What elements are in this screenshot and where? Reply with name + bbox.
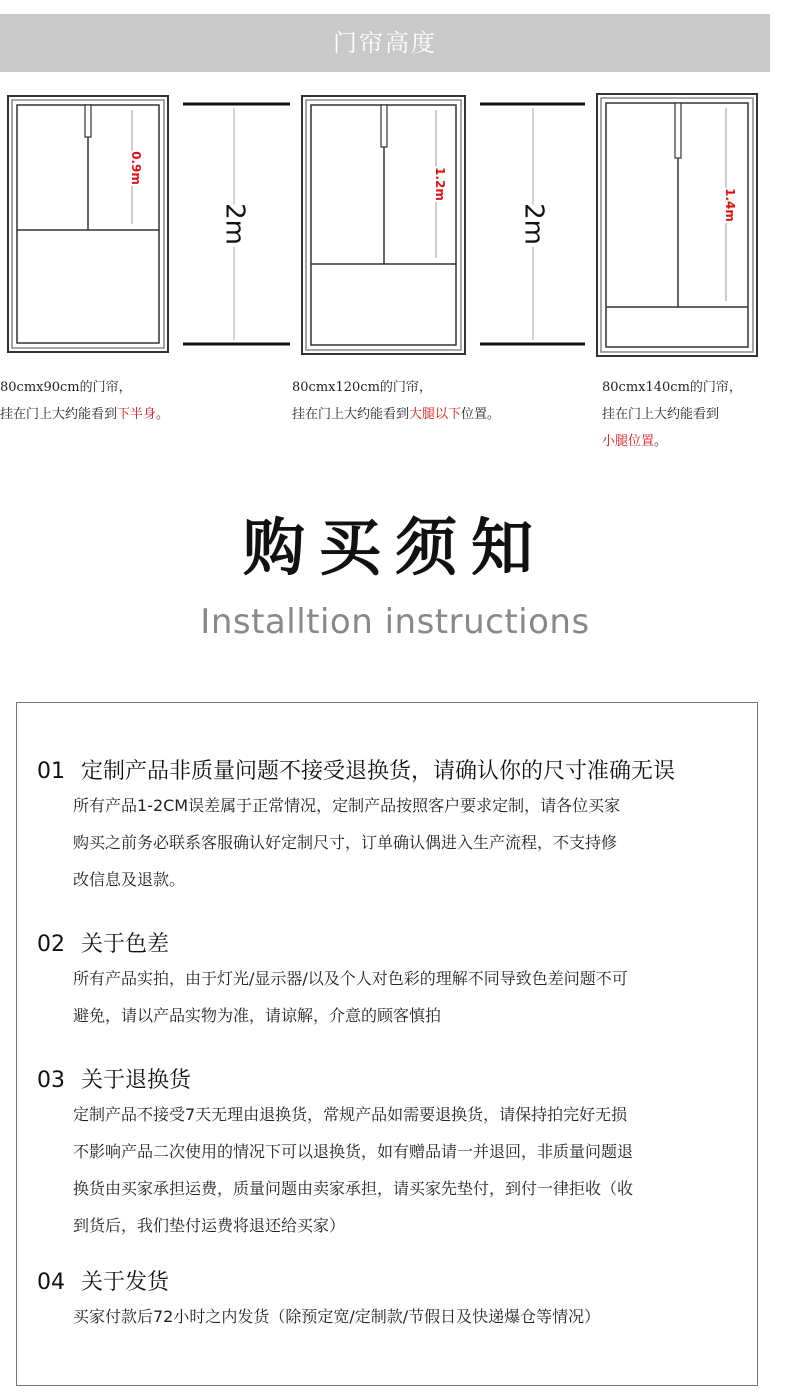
- section-03-heading: 03 关于退换货: [37, 1068, 192, 1093]
- height-banner: 门帘高度: [0, 14, 770, 72]
- caption-3-desc-2: 小腿位置。: [602, 434, 668, 449]
- section-01-body: 所有产品1-2CM误差属于正常情况，定制产品按照客户要求定制，请各位买家 购买之前务必联系客服确认好定制尺寸，订单确认偶进入生产流程，不支持修 改信息及退款。: [73, 796, 621, 889]
- caption-3-desc: 挂在门上大约能看到: [602, 407, 720, 422]
- caption-2-desc: 挂在门上大约能看到大腿以下位置。: [292, 407, 501, 422]
- section-03-body: 定制产品不接受7天无理由退换货，常规产品如需要退换货，请保持拍完好无损 不影响产品二次使用的情况下可以退换货，如有赠品请一并退回，非质量问题退 换货由买家承担运费，质量问题由卖家承担，请买家先垫付，到付一律拒收（收 到货后，我们垫付运费将退还给买家）: [73, 1105, 634, 1235]
- section-03: [37, 1066, 747, 1244]
- curtain-2-length-label: 1.2m: [433, 167, 447, 201]
- door-2: [302, 96, 465, 354]
- installation-instructions-title: Installtion instructions: [200, 602, 590, 642]
- height-indicator-2: [480, 104, 585, 344]
- caption-1-desc: 挂在门上大约能看到下半身。: [0, 407, 170, 422]
- total-height-label-2: 2m: [518, 203, 549, 245]
- caption-3: [602, 374, 742, 455]
- height-indicator-1: [183, 104, 290, 344]
- door-3: [597, 94, 757, 356]
- section-01: [37, 757, 747, 898]
- caption-1-size: 80cmx90cm的门帘，: [0, 380, 132, 395]
- section-02-heading: 02 关于色差: [37, 932, 170, 957]
- caption-2-size: 80cmx120cm的门帘，: [292, 380, 432, 395]
- section-02-body: 所有产品实拍，由于灯光/显示器/以及个人对色彩的理解不同导致色差问题不可 避免，请以产品实物为准，请谅解，介意的顾客慎拍: [73, 969, 628, 1025]
- section-04-body: 买家付款后72小时之内发货（除预定宽/定制款/节假日及快递爆仓等情况）: [73, 1307, 601, 1326]
- section-01-heading: 01 定制产品非质量问题不接受退换货，请确认你的尺寸准确无误: [37, 759, 676, 784]
- caption-1: [0, 374, 169, 428]
- caption-2: [292, 374, 500, 428]
- purchase-notice-title: 购买须知: [242, 511, 547, 584]
- notice-box: [16, 702, 758, 1386]
- door-1: [8, 96, 168, 352]
- caption-3-size: 80cmx140cm的门帘，: [602, 380, 742, 395]
- curtain-height-diagram: [0, 84, 790, 374]
- curtain-3-length-label: 1.4m: [723, 188, 737, 222]
- total-height-label-1: 2m: [219, 203, 250, 245]
- section-04: [37, 1268, 747, 1335]
- section-02: [37, 930, 747, 1034]
- section-04-heading: 04 关于发货: [37, 1270, 170, 1295]
- curtain-1-length-label: 0.9m: [129, 151, 143, 185]
